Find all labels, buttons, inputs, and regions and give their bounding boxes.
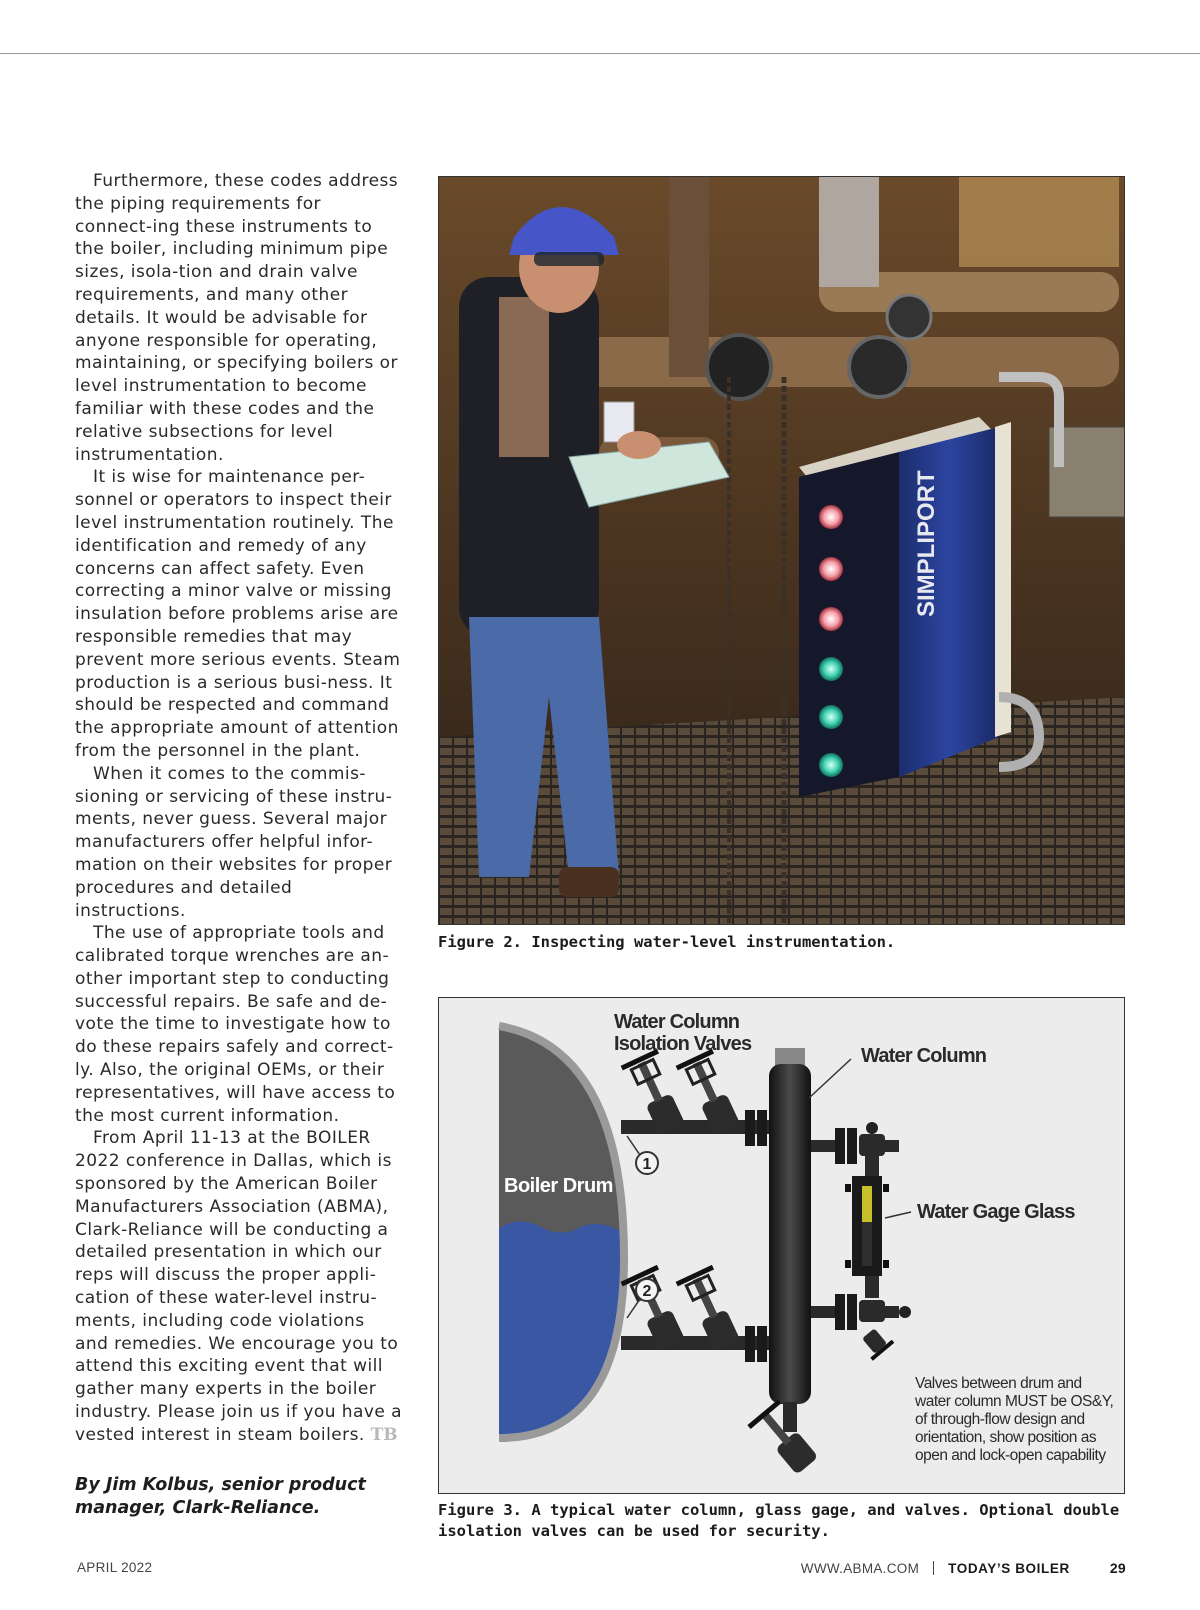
- valve-wheel: [707, 335, 771, 399]
- light-window: [959, 177, 1119, 267]
- marker-2-label: 2: [642, 1283, 652, 1300]
- drain-pipe: [783, 1402, 797, 1432]
- inspection-photo: [439, 177, 1125, 925]
- valve-wheel: [887, 295, 931, 339]
- boiler-drum-label: Boiler Drum: [504, 1175, 613, 1197]
- green-lamp: [819, 705, 843, 729]
- upper-isolation-valves: [621, 1049, 791, 1146]
- note-text: [914, 1375, 1113, 1464]
- flange: [757, 1110, 767, 1146]
- note-line: open and lock-open capability: [915, 1447, 1106, 1464]
- isolation-valves-label-line2: Isolation Valves: [614, 1033, 752, 1055]
- worker-shirt: [499, 297, 549, 457]
- paragraph-text: From April 11-13 at the BOILER 2022 conference in Dallas, which is sponsored by the American Boiler Manufacturers Association (ABMA), Clark-Reliance will be conducting a detailed presentation in which our reps will discuss the proper appli-cation of these water-level instru-ments, including code violations and remedies. We encourage you to attend this exciting event that will gather many experts in the boiler industry. Please join us if you have a vested interest in steam boilers.: [75, 1128, 403, 1445]
- note-line: Valves between drum and: [915, 1375, 1082, 1392]
- paragraph: The use of appropriate tools and calibrated torque wrenches are an-other important step to conducting successful repairs. Be safe and de-vote the time to investigate how to do these repairs safely and correct-ly. Also, the original OEMs, or their representatives, will have access to the most current information.: [75, 923, 396, 1126]
- panel-lamp-strip: [799, 452, 899, 797]
- column-body: [769, 1064, 811, 1404]
- note-line: water column MUST be OS&Y,: [915, 1393, 1114, 1410]
- paragraph: When it comes to the commis-sioning or servicing of these instru-ments, never guess. Several major manufacturers offer helpful infor-mation on their websites for proper procedures and detailed instructions.: [75, 763, 393, 921]
- figure-3-caption: Figure 3. A typical water column, glass gage, and valves. Optional double isolation valves can be used for security.: [438, 1501, 1120, 1540]
- green-lamp: [819, 753, 843, 777]
- note-line: of through-flow design and: [915, 1411, 1085, 1428]
- article-body: [75, 170, 403, 1447]
- header-rule: [0, 53, 1200, 54]
- boiler-drum: [499, 1026, 624, 1438]
- green-lamp: [819, 657, 843, 681]
- column-cap: [775, 1048, 805, 1066]
- paragraph: It is wise for maintenance per-sonnel or operators to inspect their level instrumentation routinely. The identification and remedy of any concerns can affect safety. Even correcting a minor valve or missing insulation before problems arise are responsible remedies that may prevent more serious events. Steam production is a serious busi-ness. It should be respected and command the appropriate amount of attention from the personnel in the plant.: [75, 467, 401, 761]
- pipe: [669, 177, 709, 377]
- marker-1-label: 1: [642, 1156, 652, 1173]
- water-column-leader: [809, 1059, 851, 1098]
- water-column-diagram: [439, 998, 1125, 1494]
- footer-divider: [933, 1561, 934, 1575]
- paragraph: Furthermore, these codes address the piping requirements for connect-ing these instruments to the boiler, including minimum pipe sizes, isola-tion and drain valve requirements, and many other details. It would be advisable for anyone responsible for operating, maintaining, or specifying boilers or level instrumentation to become familiar with these codes and the relative subsections for level instrumentation.: [75, 171, 399, 465]
- panel-edge: [995, 422, 1011, 737]
- isolation-valves-label-line1: Water Column: [614, 1011, 740, 1033]
- figure-2-caption: Figure 2. Inspecting water-level instrumentation.: [438, 933, 896, 951]
- gage-glass-label: Water Gage Glass: [917, 1201, 1075, 1223]
- red-lamp: [819, 607, 843, 631]
- upper-gage-valve: [811, 1122, 899, 1176]
- safety-glasses: [534, 252, 604, 266]
- end-mark: TB: [370, 1424, 398, 1445]
- publication-name: TODAY’S BOILER: [948, 1560, 1070, 1576]
- issue-date: APRIL 2022: [77, 1560, 153, 1575]
- page-number: 29: [1109, 1560, 1126, 1576]
- panel-brand: SIMPLIPORT: [913, 470, 940, 617]
- footer-info: [801, 1560, 1126, 1576]
- marker-1: [627, 1136, 658, 1174]
- worker-boot: [559, 867, 619, 897]
- lower-gage-valve: [811, 1276, 911, 1361]
- water-column-label: Water Column: [861, 1045, 987, 1067]
- flange: [745, 1110, 755, 1146]
- figure-2-photo: [438, 176, 1125, 925]
- pipe: [819, 177, 879, 287]
- gage-glass-leader: [885, 1212, 911, 1218]
- worker-hand: [617, 431, 661, 459]
- flange: [745, 1326, 755, 1362]
- water-gage-glass: [845, 1176, 889, 1276]
- figure-3-diagram: [438, 997, 1125, 1494]
- author-byline: By Jim Kolbus, senior product manager, Clark-Reliance.: [75, 1475, 366, 1518]
- note-line: orientation, show position as: [915, 1429, 1097, 1446]
- paragraph-last: [75, 1127, 403, 1446]
- valve-wheel: [849, 337, 909, 397]
- red-lamp: [819, 557, 843, 581]
- website-link[interactable]: WWW.ABMA.COM: [800, 1560, 920, 1576]
- red-lamp: [819, 505, 843, 529]
- flange: [757, 1326, 767, 1362]
